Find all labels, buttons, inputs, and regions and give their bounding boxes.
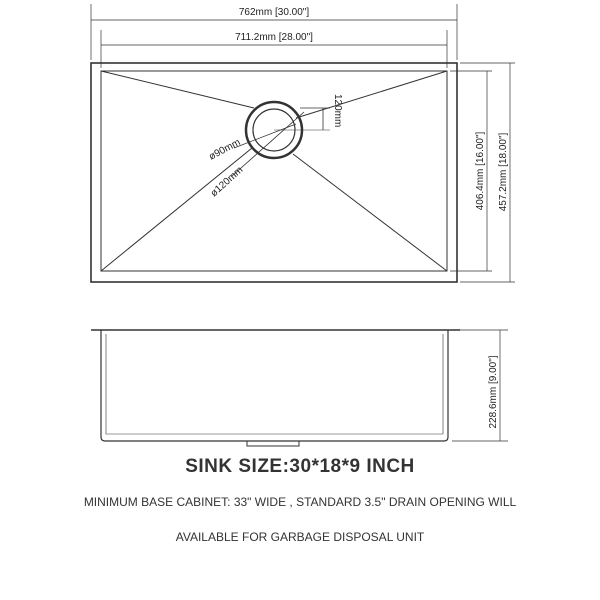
slope-line-top-right <box>296 71 447 118</box>
cabinet-note-line-1: MINIMUM BASE CABINET: 33" WIDE , STANDARD 3.5" DRAIN OPENING WILL <box>83 495 517 509</box>
overall-width-label: 762mm [30.00"] <box>238 7 310 18</box>
slope-line-top-left <box>101 71 254 108</box>
side-height-label: 228.6mm [9.00"] <box>488 355 499 429</box>
slope-line-bottom-right <box>293 154 447 271</box>
inner-depth-label: 406.4mm [16.00"] <box>475 131 486 211</box>
cabinet-note-line-2: AVAILABLE FOR GARBAGE DISPOSAL UNIT <box>175 530 425 544</box>
slope-line-bottom-left <box>101 148 252 271</box>
inner-width-label: 711.2mm [28.00"] <box>235 32 313 43</box>
drain-diameter-outer-label: ø120mm <box>208 164 246 200</box>
drain-leader-120 <box>232 112 304 176</box>
top-view <box>91 4 515 282</box>
overall-depth-label: 457.2mm [18.00"] <box>498 132 509 212</box>
side-view <box>91 330 508 446</box>
drain-offset-label: 120mm <box>332 94 343 128</box>
side-bowl-inner <box>106 334 443 434</box>
sink-outer-rim <box>91 63 457 282</box>
side-bowl-outline <box>101 330 448 441</box>
drain-diameter-inner-label: ø90mm <box>207 137 243 163</box>
sink-size-title: SINK SIZE:30*18*9 INCH <box>185 456 415 477</box>
side-drain-outlet <box>247 441 299 446</box>
